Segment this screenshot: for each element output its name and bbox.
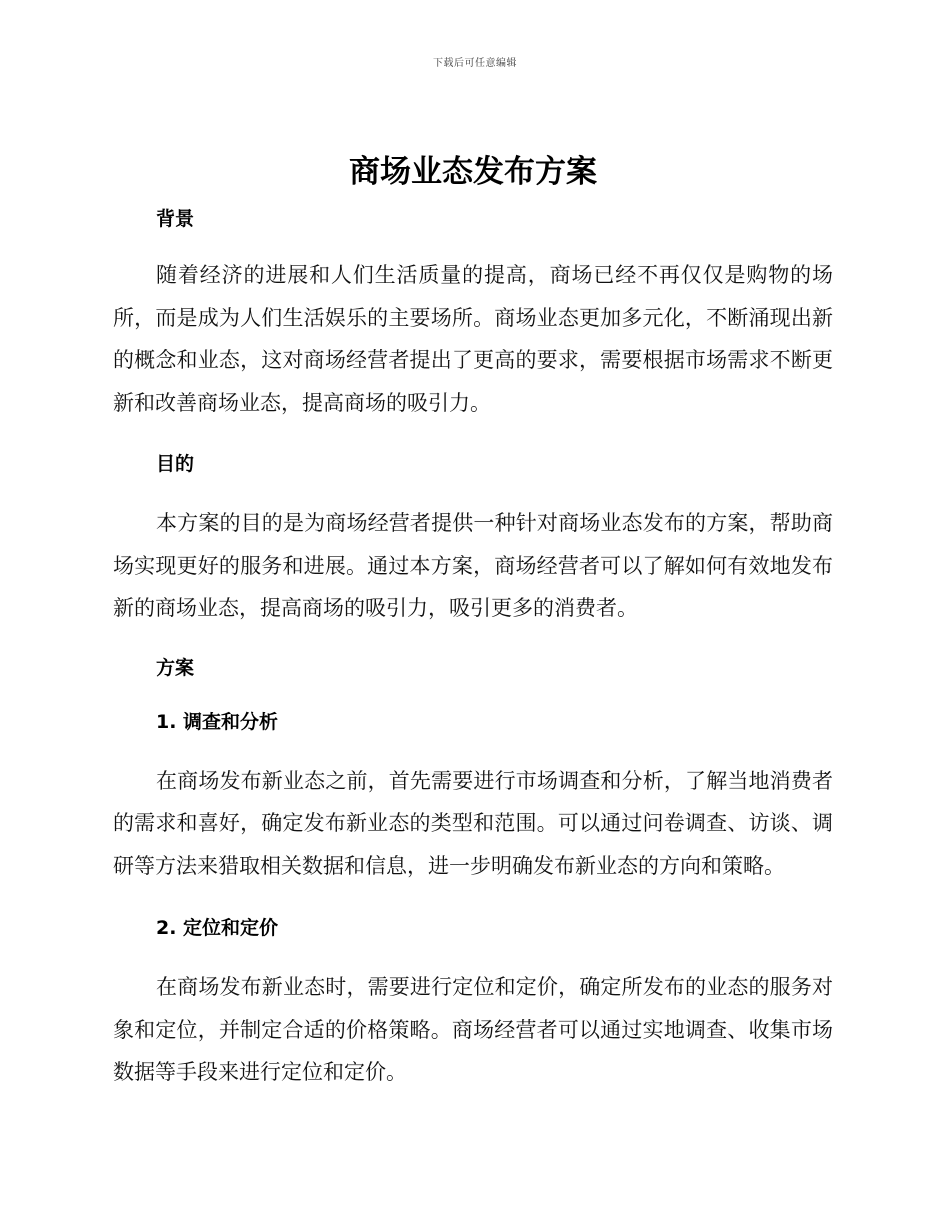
paragraph-positioning: 在商场发布新业态时，需要进行定位和定价，确定所发布的业态的服务对象和定位，并制定合适的价格策略。商场经营者可以通过实地调查、收集市场数据等手段来进行定位和定价。: [113, 975, 833, 1084]
section-heading-plan: 方案: [156, 656, 195, 679]
document-title: 商场业态发布方案: [349, 154, 597, 190]
page-header-note: 下载后可任意编辑: [433, 58, 517, 69]
paragraph-survey: 在商场发布新业态之前，首先需要进行市场调查和分析，了解当地消费者的需求和喜好，确定发布新业态的类型和范围。可以通过问卷调查、访谈、调研等方法来猎取相关数据和信息，进一步明确发布新业态的方向和策略。: [113, 768, 833, 878]
paragraph-purpose: 本方案的目的是为商场经营者提供一种针对商场业态发布的方案，帮助商场实现更好的服务和进展。通过本方案，商场经营者可以了解如何有效地发布新的商场业态，提高商场的吸引力，吸引更多的消费者。: [113, 511, 833, 620]
subsection-heading-survey: 1. 调查和分析: [156, 710, 279, 733]
document-body: [113, 146, 833, 1094]
subsection-heading-positioning: 2. 定位和定价: [156, 917, 279, 939]
paragraph-background: 随着经济的进展和人们生活质量的提高，商场已经不再仅仅是购物的场所，而是成为人们生活娱乐的主要场所。商场业态更加多元化，不断涌现出新的概念和业态，这对商场经营者提出了更高的要求，需要根据市场需求不断更新和改善商场业态，提高商场的吸引力。: [113, 263, 833, 415]
section-heading-background: 背景: [156, 208, 195, 230]
section-heading-purpose: 目的: [156, 453, 195, 475]
